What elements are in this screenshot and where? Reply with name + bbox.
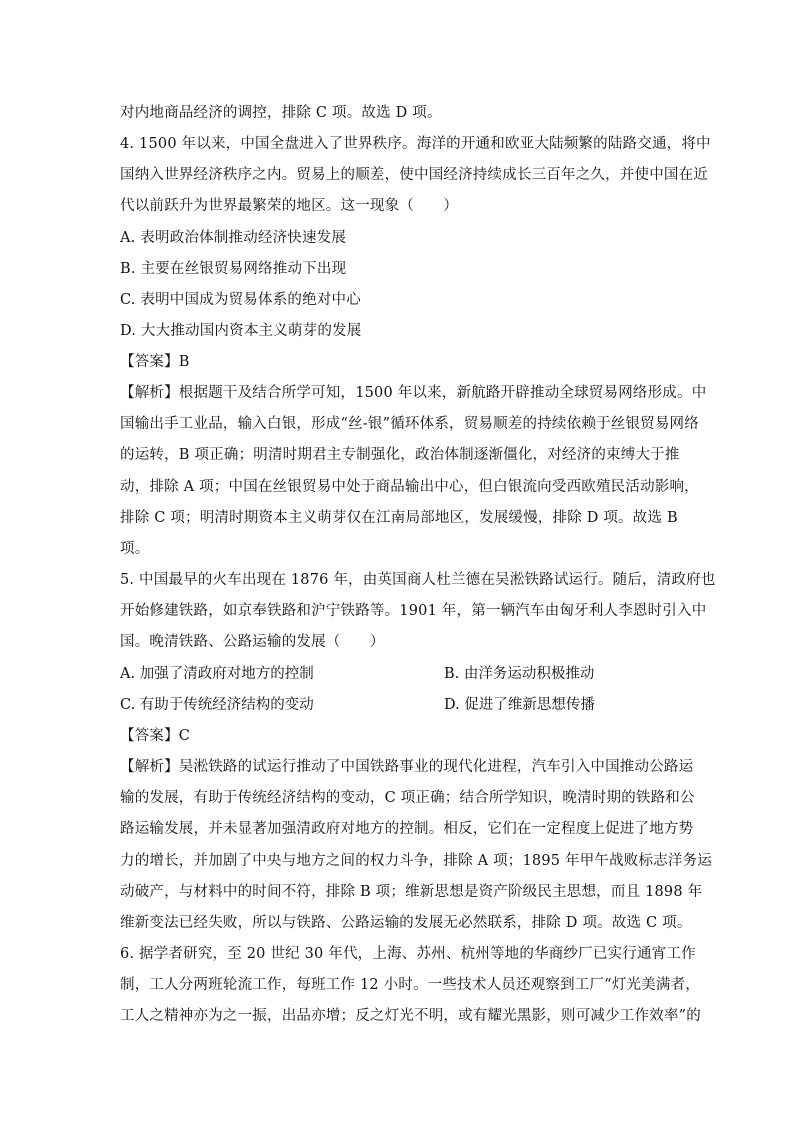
text-line: 制，工人分两班轮流工作，每班工作 12 小时。一些技术人员还观察到工厂“灯光美满者， — [120, 977, 700, 993]
text-line: 项。 — [120, 541, 150, 557]
text-line: 开始修建铁路，如京奉铁路和沪宁铁路等。1901 年，第一辆汽车由匈牙利人李恩时引入中 — [120, 603, 707, 619]
text-line: 维新变法已经失败，所以与铁路、公路运输的发展无必然联系，排除 D 项。故选 C 项。 — [120, 915, 692, 931]
answer-label: 【答案】B — [120, 354, 190, 370]
text-line: 国。晚清铁路、公路运输的发展（ ） — [120, 634, 385, 650]
option-b: B. 由洋务运动积极推动 — [444, 666, 595, 682]
analysis-text: 【解析】根据题干及结合所学可知，1500 年以来，新航路开辟推动全球贸易网络形成。中 — [120, 385, 707, 401]
question-4-stem: 4. 1500 年以来，中国全盘进入了世界秩序。海洋的开通和欧亚大陆频繁的陆路交通，将中 — [120, 136, 711, 152]
option-d: D. 大大推动国内资本主义萌芽的发展 — [120, 323, 362, 339]
text-line: 工人之精神亦为之一振，出品亦增；反之灯光不明，或有耀光黑影，则可减少工作效率”的 — [120, 1008, 701, 1024]
option-a: A. 表明政治体制推动经济快速发展 — [120, 230, 347, 246]
text-line: 力的增长，并加剧了中央与地方之间的权力斗争，排除 A 项；1895 年甲午战败标志洋务运 — [120, 853, 712, 869]
text-line: 路运输发展，并未显著加强清政府对地方的控制。相反，它们在一定程度上促进了地方势 — [120, 821, 694, 837]
option-c: C. 有助于传统经济结构的变动 — [120, 697, 314, 713]
analysis-text: 【解析】吴淞铁路的试运行推动了中国铁路事业的现代化进程，汽车引入中国推动公路运 — [120, 759, 694, 775]
text-line: 排除 C 项；明清时期资本主义萌芽仅在江南局部地区，发展缓慢，排除 D 项。故选 B — [120, 510, 678, 526]
text-line: 对内地商品经济的调控，排除 C 项。故选 D 项。 — [120, 105, 442, 121]
text-line: 输的发展，有助于传统经济结构的变动，C 项正确；结合所学知识，晚清时期的铁路和公 — [120, 790, 695, 806]
answer-label: 【答案】C — [120, 728, 191, 744]
text-line: 国输出手工业品，输入白银，形成“丝-银”循环体系，贸易顺差的持续依赖于丝银贸易网络 — [120, 416, 699, 432]
question-5-stem: 5. 中国最早的火车出现在 1876 年，由英国商人杜兰德在吴淞铁路试运行。随后，清政府也 — [120, 572, 716, 588]
question-6-stem: 6. 据学者研究，至 20 世纪 30 年代，上海、苏州、杭州等地的华商纱厂已实行通宵工作 — [120, 946, 696, 962]
text-line: 代以前跃升为世界最繁荣的地区。这一现象（ ） — [120, 198, 459, 214]
option-a: A. 加强了清政府对地方的控制 — [120, 666, 314, 682]
option-c: C. 表明中国成为贸易体系的绝对中心 — [120, 292, 361, 308]
text-line: 的运转，B 项正确；明清时期君主专制强化，政治体制逐渐僵化，对经济的束缚大于推 — [120, 447, 680, 463]
text-line: 动破产，与材料中的时间不符，排除 B 项；维新思想是资产阶级民主思想，而且 1898 年 — [120, 884, 703, 900]
text-line: 国纳入世界经济秩序之内。贸易上的顺差，使中国经济持续成长三百年之久，并使中国在近 — [120, 167, 708, 183]
option-d: D. 促进了维新思想传播 — [444, 697, 595, 713]
text-line: 动，排除 A 项；中国在丝银贸易中处于商品输出中心，但白银流向受西欧殖民活动影响， — [120, 479, 699, 495]
option-b: B. 主要在丝银贸易网络推动下出现 — [120, 261, 347, 277]
